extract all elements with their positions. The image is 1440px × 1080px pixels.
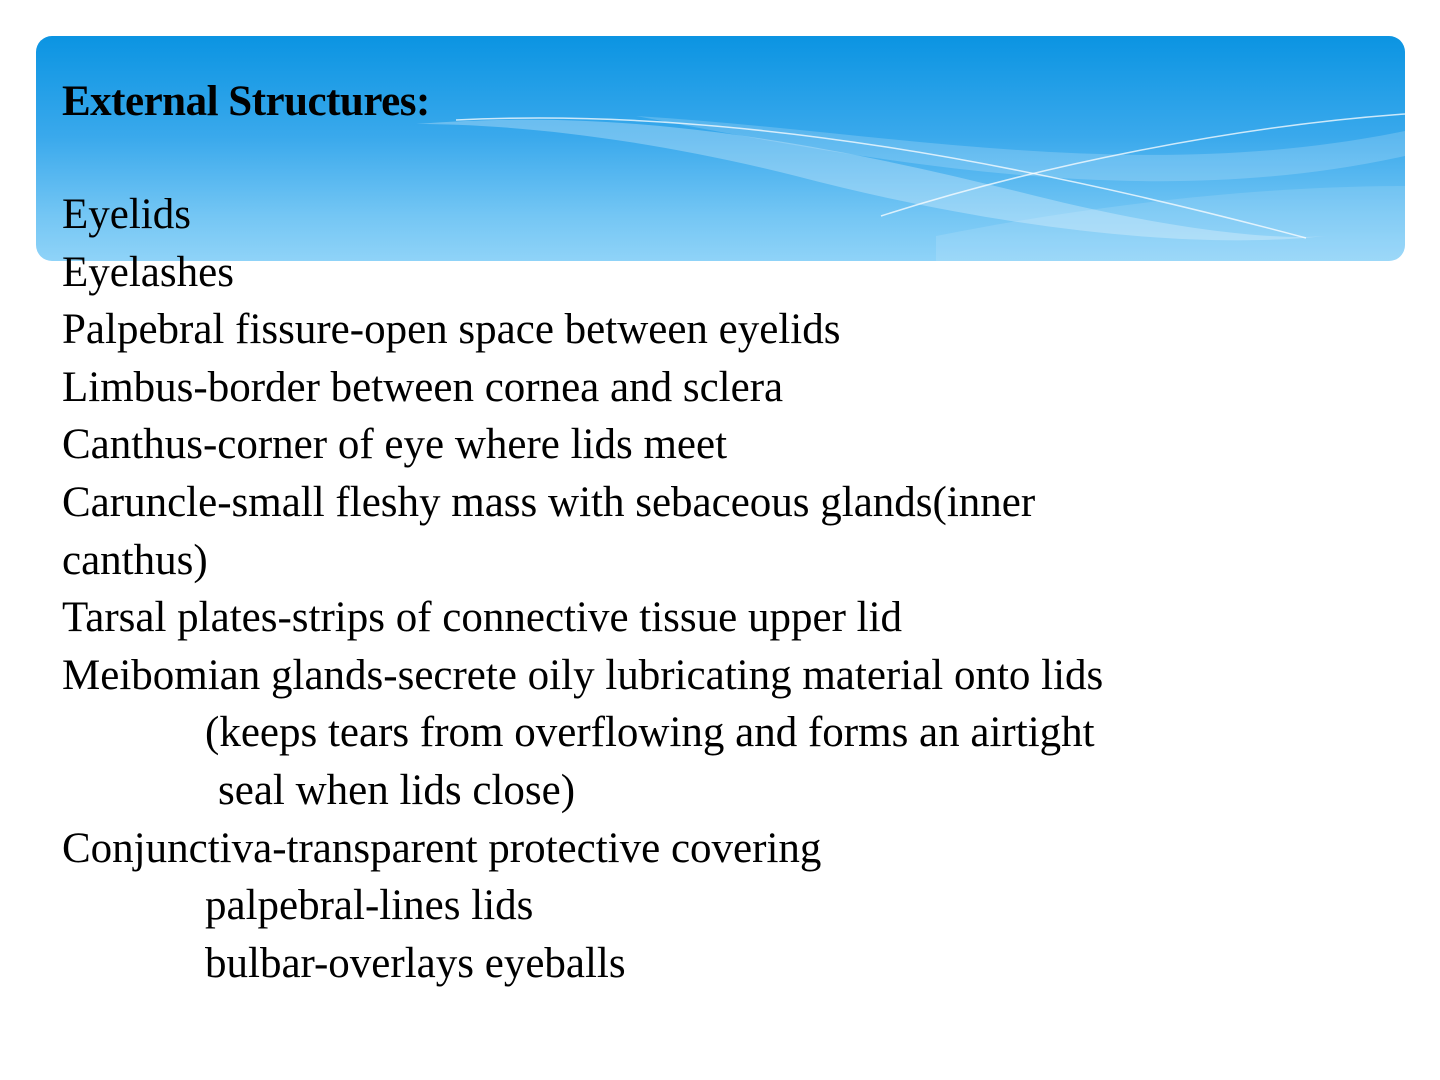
- slide-title: External Structures:: [62, 78, 430, 125]
- list-item-caruncle-continued: canthus): [62, 536, 208, 584]
- list-item-meibomian-glands: Meibomian glands-secrete oily lubricating material onto lids: [62, 651, 1104, 699]
- list-item-eyelids: Eyelids: [62, 191, 191, 238]
- list-item-tarsal-plates: Tarsal plates-strips of connective tissue upper lid: [62, 594, 903, 642]
- list-subitem-meibomian-detail: (keeps tears from overflowing and forms an airtight: [205, 709, 1095, 757]
- list-subitem-meibomian-detail-continued: seal when lids close): [218, 766, 576, 814]
- list-item-conjunctiva: Conjunctiva-transparent protective covering: [62, 824, 822, 872]
- list-subitem-bulbar: bulbar-overlays eyeballs: [205, 939, 626, 987]
- list-item-eyelashes: Eyelashes: [62, 248, 234, 296]
- list-item-palpebral-fissure: Palpebral fissure-open space between eyelids: [62, 306, 841, 354]
- content-list: [62, 186, 1422, 992]
- list-item-canthus: Canthus-corner of eye where lids meet: [62, 421, 728, 469]
- list-subitem-palpebral: palpebral-lines lids: [205, 882, 534, 930]
- list-item-limbus: Limbus-border between cornea and sclera: [62, 363, 784, 411]
- list-item-caruncle: Caruncle-small fleshy mass with sebaceous glands(inner: [62, 478, 1036, 526]
